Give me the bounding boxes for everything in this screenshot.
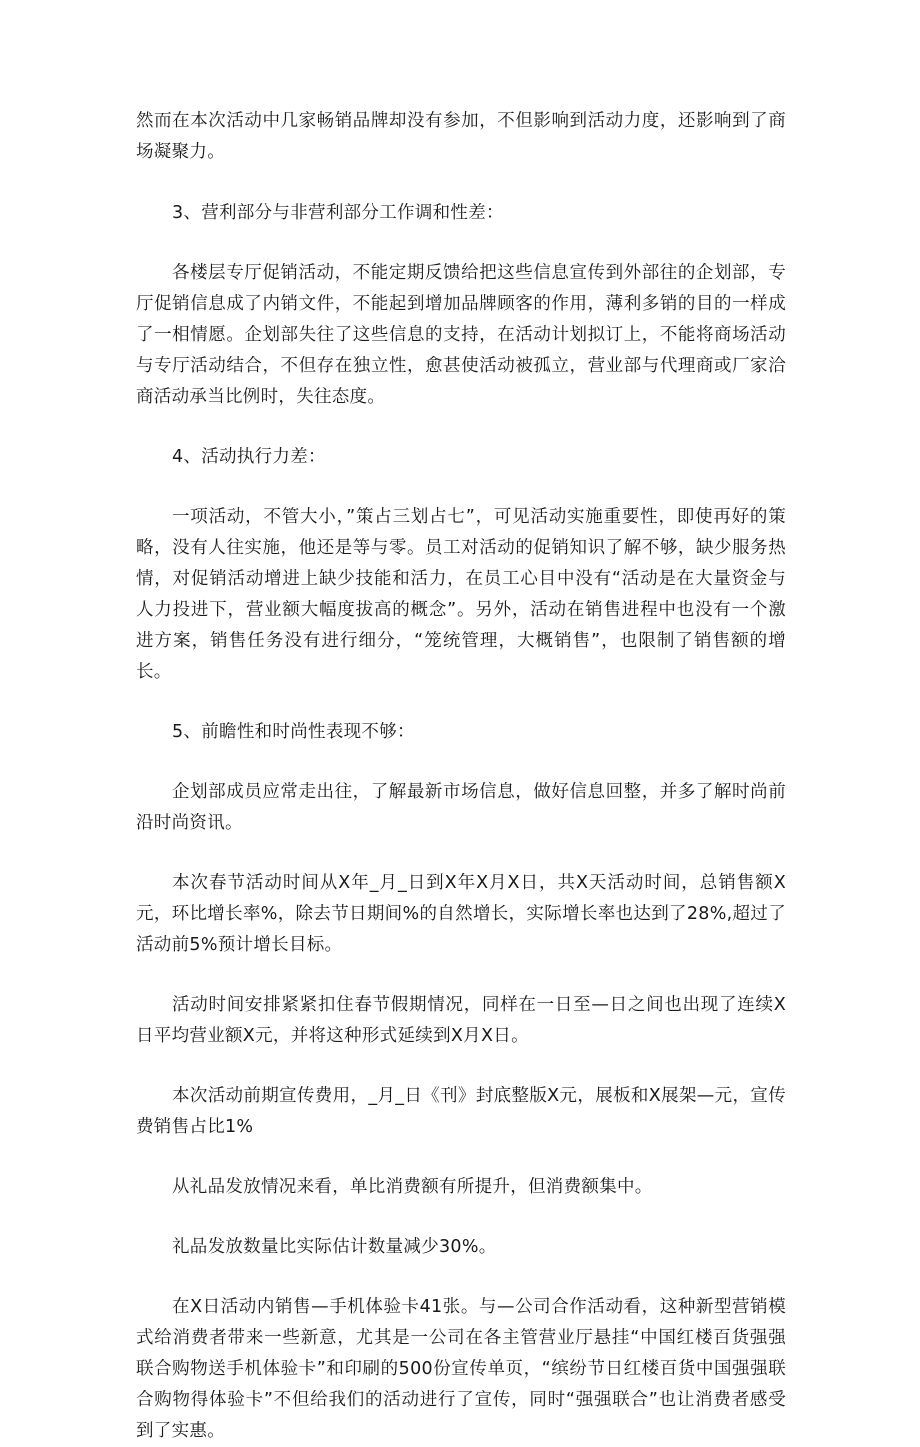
- section-heading-5: 5、前瞻性和时尚性表现不够：: [172, 722, 415, 742]
- section-heading-3: 3、营利部分与非营利部分工作调和性差：: [172, 203, 504, 223]
- document-body: [136, 106, 786, 1447]
- paragraph-schedule: 活动时间安排紧紧扣住春节假期情况，同样在一日至—日之间也出现了连续X日平均营业额X元，并将这种形式延续到X月X日。: [136, 995, 786, 1046]
- paragraph-promotion-cost: 本次活动前期宣传费用，_月_日《刊》封底整版X元，展板和X展架—元，宣传费销售占比1%: [136, 1086, 786, 1137]
- paragraph-gift-consumption: 从礼品发放情况来看，单比消费额有所提升，但消费额集中。: [172, 1177, 653, 1197]
- section-heading-4: 4、活动执行力差：: [172, 447, 326, 467]
- paragraph-section-4: 一项活动，不管大小，”策占三划占七”，可见活动实施重要性，即使再好的策略，没有人往实施，他还是等与零。员工对活动的促销知识了解不够，缺少服务热情，对促销活动增进上缺少技能和活力，在员工心目中没有“活动是在大量资金与人力投进下，营业额大幅度拔高的概念”。另外，活动在销售进程中也没有一个激进方案，销售任务没有进行细分，“笼统管理，大概销售”，也限制了销售额的增长。: [136, 507, 786, 682]
- paragraph-section-3: 各楼层专厅促销活动，不能定期反馈给把这些信息宣传到外部往的企划部，专厅促销信息成了内销文件，不能起到增加品牌顾客的作用，薄利多销的目的一样成了一相情愿。企划部失往了这些信息的支持，在活动计划拟订上，不能将商场活动与专厅活动结合，不但存在独立性，愈甚使活动被孤立，营业部与代理商或厂家洽商活动承当比例时，失往态度。: [136, 263, 786, 407]
- paragraph-phone-card: 在X日活动内销售—手机体验卡41张。与—公司合作活动看，这种新型营销模式给消费者带来一些新意，尤其是一公司在各主管营业厅悬挂“中国红楼百货强强联合购物送手机体验卡”和印刷的500份宣传单页，“缤纷节日红楼百货中国强强联合购物得体验卡”不但给我们的活动进行了宣传，同时“强强联合”也让消费者感受到了实惠。: [136, 1297, 786, 1441]
- paragraph-section-5: 企划部成员应常走出往，了解最新市场信息，做好信息回整，并多了解时尚前沿时尚资讯。: [136, 782, 786, 833]
- paragraph-gift-quantity: 礼品发放数量比实际估计数量减少30%。: [172, 1237, 497, 1257]
- paragraph-sales-summary: 本次春节活动时间从X年_月_日到X年X月X日，共X天活动时间，总销售额X元，环比增长率%，除去节日期间%的自然增长，实际增长率也达到了28%,超过了活动前5%预计增长目标。: [136, 873, 786, 955]
- paragraph-continuation: 然而在本次活动中几家畅销品牌却没有参加，不但影响到活动力度，还影响到了商场凝聚力。: [136, 111, 786, 162]
